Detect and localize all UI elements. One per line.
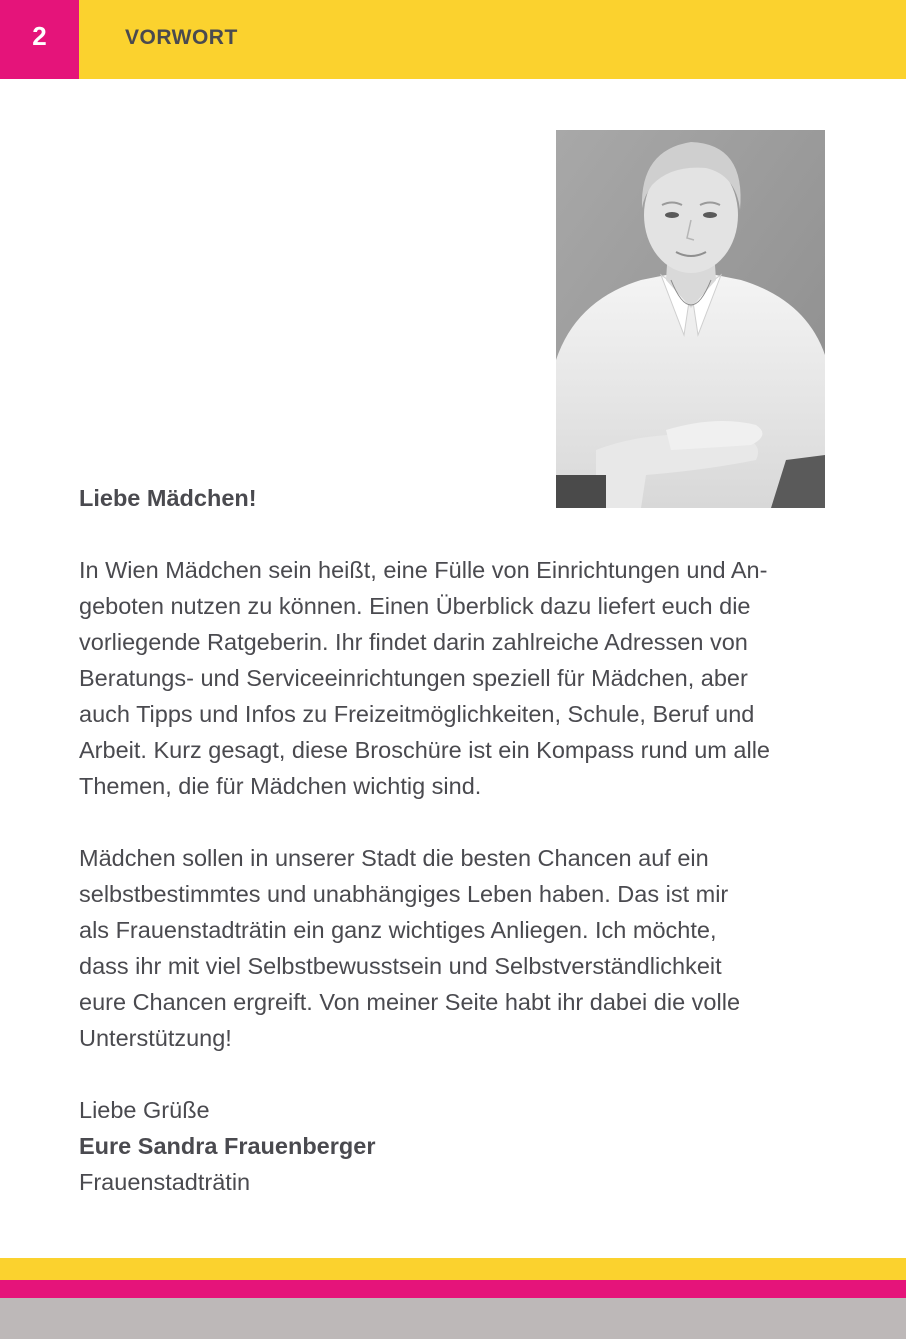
section-title: VORWORT	[125, 26, 238, 49]
paragraph-2-line: eure Chancen ergreift. Von meiner Seite habt ihr dabei die volle	[79, 989, 741, 1015]
paragraph-1-line: Arbeit. Kurz gesagt, diese Broschüre ist ein Kompass rund um alle	[79, 737, 770, 763]
paragraph-2	[79, 840, 839, 1056]
page-number: 2	[0, 0, 79, 79]
greeting: Liebe Mädchen!	[79, 485, 257, 511]
signature-role: Frauenstadträtin	[79, 1169, 251, 1195]
portrait-photo	[556, 130, 825, 508]
signature-block	[79, 1092, 839, 1200]
paragraph-1-line: auch Tipps und Infos zu Freizeitmöglichkeiten, Schule, Beruf und	[79, 701, 755, 727]
paragraph-1	[79, 552, 839, 804]
paragraph-1-line: Themen, die für Mädchen wichtig sind.	[79, 773, 482, 799]
page-header	[0, 0, 906, 79]
paragraph-1-line: Beratungs- und Serviceeinrichtungen speziell für Mädchen, aber	[79, 665, 748, 691]
portrait-photo-icon	[556, 130, 825, 508]
footer-stripe-grey	[0, 1298, 906, 1339]
signature-name: Eure Sandra Frauenberger	[79, 1133, 376, 1159]
closing: Liebe Grüße	[79, 1097, 210, 1123]
paragraph-2-line: dass ihr mit viel Selbstbewusstsein und Selbstverständlichkeit	[79, 953, 722, 979]
paragraph-2-line: Mädchen sollen in unserer Stadt die besten Chancen auf ein	[79, 845, 709, 871]
paragraph-1-line: geboten nutzen zu können. Einen Überblick dazu liefert euch die	[79, 593, 751, 619]
paragraph-2-line: selbstbestimmtes und unabhängiges Leben haben. Das ist mir	[79, 881, 729, 907]
footer-stripe-magenta	[0, 1280, 906, 1298]
footer-stripe-yellow	[0, 1258, 906, 1280]
paragraph-2-line: Unterstützung!	[79, 1025, 232, 1051]
letter-body	[79, 480, 839, 1200]
paragraph-1-line: vorliegende Ratgeberin. Ihr findet darin zahlreiche Adressen von	[79, 629, 748, 655]
paragraph-1-line: In Wien Mädchen sein heißt, eine Fülle von Einrichtungen und An-	[79, 557, 768, 583]
paragraph-2-line: als Frauenstadträtin ein ganz wichtiges Anliegen. Ich möchte,	[79, 917, 717, 943]
